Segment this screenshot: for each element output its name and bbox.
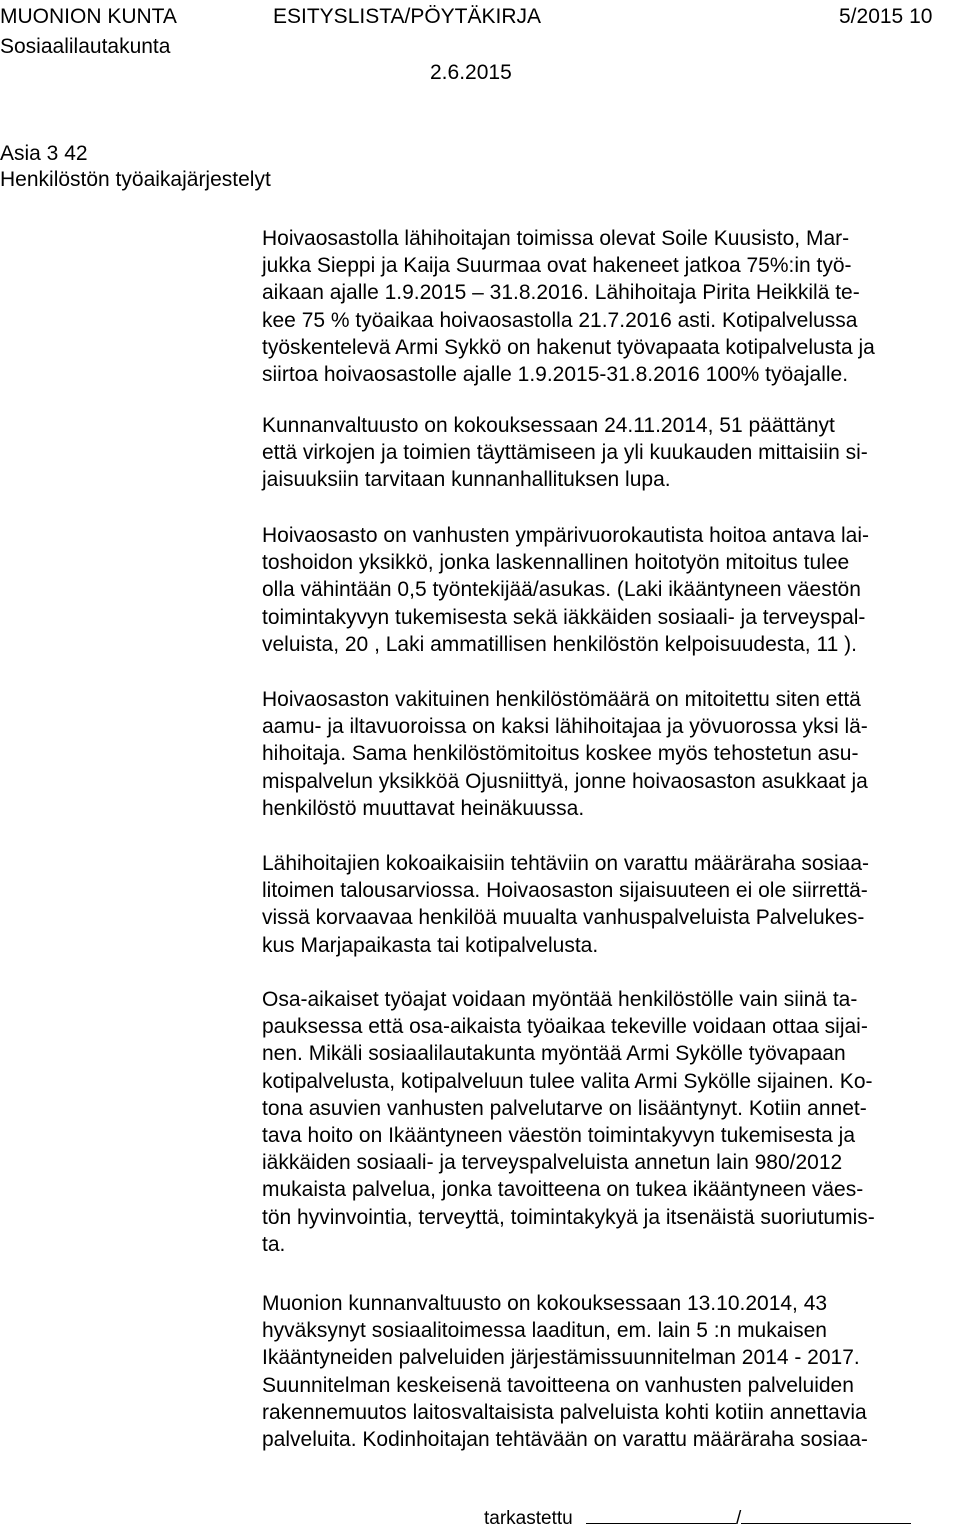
reviewed-label: tarkastettu: [484, 1508, 573, 1529]
text-line: Suunnitelman keskeisenä tavoitteena on vanhusten palveluiden: [262, 1373, 854, 1397]
paragraph-3: [262, 522, 954, 658]
text-line: kus Marjapaikasta tai kotipalvelusta.: [262, 933, 599, 957]
paragraph-2: [262, 412, 954, 494]
text-line: hyväksynyt sosiaalitoimessa laaditun, em. lain 5 :n mukaisen: [262, 1319, 827, 1343]
text-line: Ikääntyneiden palveluiden järjestämissuunnitelman 2014 - 2017.: [262, 1346, 860, 1370]
paragraph-text: [262, 522, 954, 658]
text-line: toshoidon yksikkö, jonka laskennallinen hoitotyön mitoitus tulee: [262, 551, 850, 575]
text-line: vissä korvaavaa henkilöä muualta vanhuspalveluista Palvelukes-: [262, 906, 865, 930]
text-line: litoimen talousarviossa. Hoivaosaston sijaisuuteen ei ole siirrettä-: [262, 879, 868, 903]
case-title: Henkilöstön työaikajärjestelyt: [0, 168, 271, 191]
paragraph-text: [262, 412, 954, 494]
board-name: Sosiaalilautakunta: [0, 35, 171, 58]
text-line: Osa-aikaiset työajat voidaan myöntää henkilöstölle vain siinä ta-: [262, 988, 858, 1011]
text-line: tona asuvien vanhusten palvelutarve on lisääntynyt. Kotiin annet-: [262, 1096, 867, 1120]
paragraph-4: [262, 686, 954, 822]
paragraph-6: [262, 986, 954, 1258]
text-line: iäkkäiden sosiaali- ja terveyspalveluista annetun lain 980/2012: [262, 1151, 843, 1175]
text-line: mispalvelun yksikköä Ojusniittyä, jonne hoivaosaston asukkaat ja: [262, 769, 868, 793]
text-line: henkilöstö muuttavat heinäkuussa.: [262, 796, 585, 820]
text-line: työskentelevä Armi Sykkö on hakenut työvapaata kotipalvelusta ja: [262, 335, 875, 359]
text-line: Hoivaosastolla lähihoitajan toimissa olevat Soile Kuusisto, Mar-: [262, 227, 850, 250]
text-line: että virkojen ja toimien täyttämiseen ja yli kuukauden mittaisiin si-: [262, 441, 868, 465]
text-line: mukaista palvelua, jonka tavoitteena on tukea ikääntyneen väes-: [262, 1178, 864, 1202]
text-line: hihoitaja. Sama henkilöstömitoitus koskee myös tehostetun asu-: [262, 742, 859, 766]
text-line: olla vähintään 0,5 työntekijää/asukas. (Laki ikääntyneen väestön: [262, 578, 861, 602]
footer-separator: /: [736, 1508, 742, 1529]
paragraph-text: [262, 1290, 954, 1453]
text-line: toimintakyvyn tukemisesta sekä iäkkäiden sosiaali- ja terveyspal-: [262, 605, 866, 629]
text-line: kotipalvelusta, kotipalveluun tulee valita Armi Sykölle sijainen. Ko-: [262, 1069, 873, 1093]
text-line: aamu- ja iltavuoroissa on kaksi lähihoitajaa ja yövuorossa yksi lä-: [262, 715, 868, 739]
text-line: kee 75 % työaikaa hoivaosastolla 21.7.2016 asti. Kotipalvelussa: [262, 308, 858, 332]
text-line: Hoivaosaston vakituinen henkilöstömäärä on mitoitettu siten että: [262, 688, 861, 711]
text-line: Muonion kunnanvaltuusto on kokouksessaan 13.10.2014, 43: [262, 1292, 828, 1315]
initials-line-1: [586, 1523, 736, 1524]
case-number: Asia 3 42: [0, 142, 88, 165]
review-footer: [484, 1508, 911, 1530]
text-line: ta.: [262, 1232, 286, 1256]
text-line: Kunnanvaltuusto on kokouksessaan 24.11.2014, 51 päättänyt: [262, 414, 835, 437]
page-number: 5/2015 10: [839, 5, 933, 28]
paragraph-7: [262, 1290, 954, 1453]
text-line: nen. Mikäli sosiaalilautakunta myöntää Armi Sykölle työvapaan: [262, 1042, 846, 1066]
text-line: Hoivaosasto on vanhusten ympärivuorokautista hoitoa antava lai-: [262, 524, 870, 547]
paragraph-1: [262, 225, 954, 388]
initials-line-2: [741, 1523, 911, 1524]
text-line: veluista, 20 , Laki ammatillisen henkilöstön kelpoisuudesta, 11 ).: [262, 632, 857, 656]
text-line: rakennemuutos laitosvaltaisista palveluista kohti kotiin annettavia: [262, 1400, 867, 1424]
meeting-date: 2.6.2015: [430, 61, 512, 84]
paragraph-text: [262, 850, 954, 959]
paragraph-text: [262, 225, 954, 388]
text-line: tön hyvinvointia, terveyttä, toimintakykyä ja itsenäistä suoriutumis-: [262, 1205, 875, 1229]
text-line: jukka Sieppi ja Kaija Suurmaa ovat hakeneet jatkoa 75%:in työ-: [262, 254, 852, 278]
text-line: siirtoa hoivaosastolle ajalle 1.9.2015-31.8.2016 100% työajalle.: [262, 363, 849, 387]
text-line: tava hoito on Ikääntyneen väestön toimintakyvyn tukemisesta ja: [262, 1124, 856, 1148]
paragraph-text: [262, 986, 954, 1258]
text-line: jaisuuksiin tarvitaan kunnanhallituksen lupa.: [262, 468, 671, 492]
text-line: palveluita. Kodinhoitajan tehtävään on varattu määräraha sosiaa-: [262, 1428, 868, 1452]
paragraph-text: [262, 686, 954, 822]
paragraph-5: [262, 850, 954, 959]
organization-name: MUONION KUNTA: [0, 5, 177, 28]
text-line: Lähihoitajien kokoaikaisiin tehtäviin on varattu määräraha sosiaa-: [262, 852, 870, 875]
text-line: pauksessa että osa-aikaista työaikaa tekeville voidaan ottaa sijai-: [262, 1015, 868, 1039]
document-type: ESITYSLISTA/PÖYTÄKIRJA: [273, 5, 542, 28]
text-line: aikaan ajalle 1.9.2015 – 31.8.2016. Lähihoitaja Pirita Heikkilä te-: [262, 281, 860, 305]
